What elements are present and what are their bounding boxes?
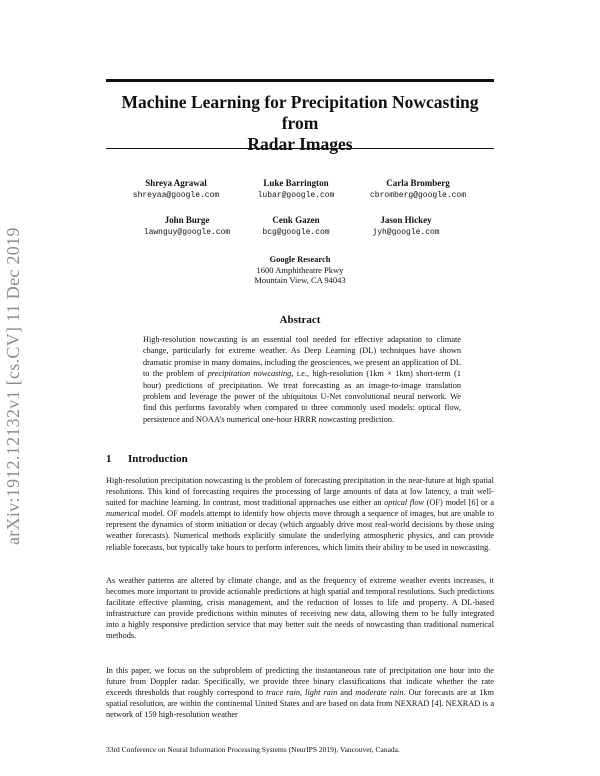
intro-paragraph-1: [106, 475, 494, 553]
arxiv-stamp: arXiv:1912.12132v1 [cs.CV] 11 Dec 2019: [3, 227, 23, 545]
text-run: model. OF models attempt to identify how objects move through a sequence of images, but are unable to represent the dynamics of storm initiation or decay (which arguably drive most real-world decisions by those using weather forecasts). Numerical methods explicitly simulate the underlying atmospheric physics, and can provide reliable forecasts, but typically take hours to perform inferences, which limits their ability to be used in nowcasting.: [106, 509, 494, 552]
affiliation-street: 1600 Amphitheatre Pkwy: [256, 264, 344, 275]
abstract-part: High-resolution nowcasting is an essential tool needed for effective adaptation to climate change, particularly for extreme weather. As Deep Learning (DL) techniques have shown dramatic promise in many domains, including the geosciences, we present an application of DL to the problem of: [143, 335, 461, 379]
author-agrawal: [106, 178, 246, 201]
text-run: In this paper, we focus on the subproblem of predicting the instantaneous rate of precipitation one hour into the future from Doppler radar. Specifically, we provide three binary classifications that indicate whether the rate exceeds thresholds that roughly correspond to: [106, 666, 494, 698]
intro-paragraph-3: [106, 665, 494, 720]
emphasis-text: light rain: [305, 688, 338, 698]
title-bottom-rule: [106, 148, 494, 149]
abstract-emphasis: precipitation nowcasting: [207, 369, 292, 379]
author-barrington: [226, 178, 366, 201]
intro-paragraph-2: [106, 575, 494, 642]
emphasis-text: moderate rain: [355, 688, 404, 698]
section-number: 1: [106, 453, 112, 465]
author-email: bcg@google.com: [262, 228, 330, 237]
author-name: Carla Bromberg: [386, 178, 450, 188]
text-run: (OF) model [6] or a: [424, 498, 494, 508]
title-top-rule: [106, 79, 494, 82]
author-name: Jason Hickey: [380, 215, 432, 225]
author-email: cbromberg@google.com: [369, 191, 466, 200]
author-email: jyh@google.com: [372, 228, 440, 237]
author-bromberg: [348, 178, 488, 201]
author-hickey: [336, 215, 476, 238]
author-name: Luke Barrington: [263, 178, 329, 188]
author-name: John Burge: [164, 215, 210, 225]
text-run: and: [337, 688, 356, 698]
abstract-part: , i.e., high-resolution (1km × 1km) short-term (1 hour) predictions of precipitation. We treat forecasting as an image-to-image translation problem and leverage the power of the ubiquitous U-Net convolutional neural network. We find this performs favorably when compared to three commonly used models: optical flow, persistence and NOAA’s numerical one-hour HRRR nowcasting prediction.: [143, 369, 461, 424]
text-run: ,: [300, 688, 306, 698]
emphasis-text: trace rain: [266, 688, 301, 698]
author-email: shreyaa@google.com: [132, 191, 220, 200]
text-run: . Our forecasts are at 1km spatial resolution, are within the continental United States and are based on data from NEXRAD [4]. NEXRAD is a network of 159 high-resolution weather: [106, 688, 494, 720]
abstract-text: [143, 334, 461, 425]
affiliation-city: Mountain View, CA 94043: [254, 275, 346, 285]
author-name: Shreya Agrawal: [145, 178, 207, 188]
emphasis-text: optical flow: [384, 498, 425, 508]
conference-footnote: 33rd Conference on Neural Information Processing Systems (NeurIPS 2019), Vancouver, Canada.: [106, 745, 400, 754]
author-email: lawnguy@google.com: [143, 228, 231, 237]
title-line-1: Machine Learning for Precipitation Nowcasting from: [121, 92, 479, 133]
paper-title: [106, 92, 494, 155]
text-run: High-resolution precipitation nowcasting is the problem of forecasting precipitation in the near-future at high spatial resolutions. This kind of forecasting requires the processing of large amounts of data at low latency, a trait well-suited for machine learning. In contrast, most traditional approaches use either an: [106, 476, 494, 508]
text-run: As weather patterns are altered by climate change, and as the frequency of extreme weather events increases, it becomes more important to provide actionable predictions at high spatial and temporal resolutions. Such predictions facilitate effective planning, crisis management, and the reduction of losses to life and property. A DL-based infrastructure can provide predictions within minutes of receiving new data, allowing them to be fully integrated into a highly responsive prediction service that may better suit the needs of nowcasting than traditional numerical methods.: [106, 576, 494, 641]
emphasis-text: numerical: [106, 509, 140, 519]
affiliation-org: Google Research: [269, 254, 331, 264]
section-heading: [106, 453, 188, 465]
section-title: Introduction: [128, 453, 188, 465]
affiliation: [200, 254, 400, 286]
abstract-heading: Abstract: [279, 314, 321, 326]
author-email: lubar@google.com: [257, 191, 335, 200]
title-line-2: Radar Images: [247, 134, 353, 154]
author-name: Cenk Gazen: [272, 215, 320, 225]
